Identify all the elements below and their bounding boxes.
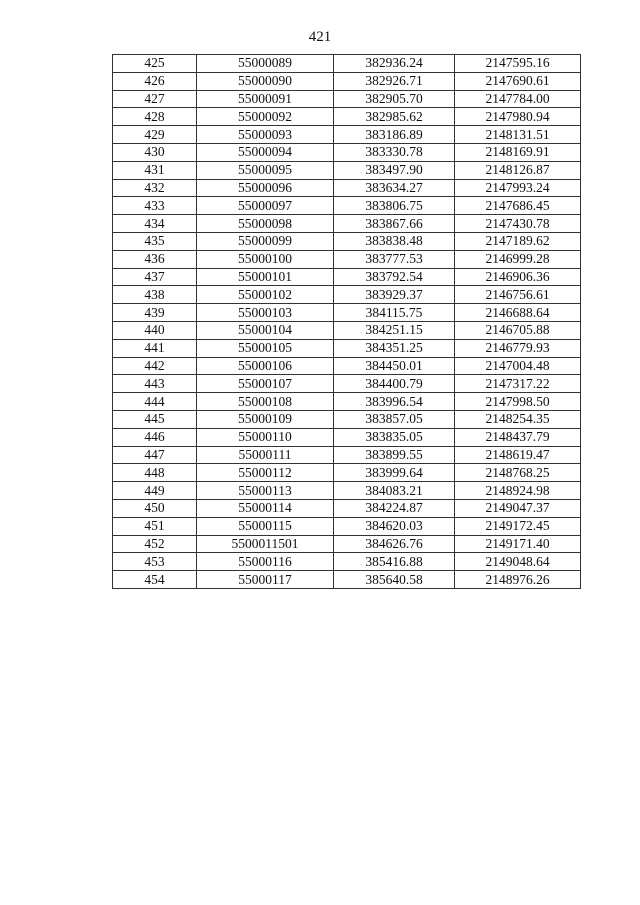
y-coordinate-cell: 2149171.40 — [455, 535, 581, 553]
row-number-cell: 439 — [113, 304, 197, 322]
table-row — [113, 286, 581, 304]
point-id-cell: 55000099 — [197, 232, 334, 250]
y-coordinate-cell: 2147980.94 — [455, 108, 581, 126]
y-coordinate-cell: 2147595.16 — [455, 55, 581, 73]
x-coordinate-cell: 383999.64 — [334, 464, 455, 482]
table-row — [113, 357, 581, 375]
y-coordinate-cell: 2147690.61 — [455, 72, 581, 90]
point-id-cell: 55000092 — [197, 108, 334, 126]
row-number-cell: 451 — [113, 517, 197, 535]
point-id-cell: 55000102 — [197, 286, 334, 304]
point-id-cell: 55000104 — [197, 321, 334, 339]
x-coordinate-cell: 384400.79 — [334, 375, 455, 393]
table-row — [113, 410, 581, 428]
x-coordinate-cell: 384251.15 — [334, 321, 455, 339]
table-row — [113, 553, 581, 571]
row-number-cell: 425 — [113, 55, 197, 73]
row-number-cell: 447 — [113, 446, 197, 464]
table-row — [113, 571, 581, 589]
page-number: 421 — [308, 29, 332, 45]
point-id-cell: 55000100 — [197, 250, 334, 268]
y-coordinate-cell: 2148126.87 — [455, 161, 581, 179]
point-id-cell: 55000110 — [197, 428, 334, 446]
table-row — [113, 232, 581, 250]
y-coordinate-cell: 2147004.48 — [455, 357, 581, 375]
row-number-cell: 454 — [113, 571, 197, 589]
row-number-cell: 452 — [113, 535, 197, 553]
y-coordinate-cell: 2149048.64 — [455, 553, 581, 571]
row-number-cell: 441 — [113, 339, 197, 357]
point-id-cell: 55000108 — [197, 393, 334, 411]
y-coordinate-cell: 2146906.36 — [455, 268, 581, 286]
table-row — [113, 126, 581, 144]
row-number-cell: 426 — [113, 72, 197, 90]
point-id-cell: 55000114 — [197, 499, 334, 517]
row-number-cell: 434 — [113, 215, 197, 233]
x-coordinate-cell: 384620.03 — [334, 517, 455, 535]
y-coordinate-cell: 2147784.00 — [455, 90, 581, 108]
point-id-cell: 55000117 — [197, 571, 334, 589]
table-row — [113, 161, 581, 179]
y-coordinate-cell: 2149172.45 — [455, 517, 581, 535]
point-id-cell: 55000093 — [197, 126, 334, 144]
x-coordinate-cell: 383899.55 — [334, 446, 455, 464]
point-id-cell: 55000116 — [197, 553, 334, 571]
x-coordinate-cell: 382936.24 — [334, 55, 455, 73]
y-coordinate-cell: 2148924.98 — [455, 482, 581, 500]
x-coordinate-cell: 383777.53 — [334, 250, 455, 268]
table-row — [113, 428, 581, 446]
y-coordinate-cell: 2147430.78 — [455, 215, 581, 233]
y-coordinate-cell: 2148976.26 — [455, 571, 581, 589]
point-id-cell: 55000091 — [197, 90, 334, 108]
point-id-cell: 55000097 — [197, 197, 334, 215]
row-number-cell: 432 — [113, 179, 197, 197]
table-row — [113, 535, 581, 553]
table-row — [113, 499, 581, 517]
table-row — [113, 55, 581, 73]
row-number-cell: 450 — [113, 499, 197, 517]
point-id-cell: 55000109 — [197, 410, 334, 428]
x-coordinate-cell: 383497.90 — [334, 161, 455, 179]
row-number-cell: 446 — [113, 428, 197, 446]
point-id-cell: 55000113 — [197, 482, 334, 500]
point-id-cell: 55000106 — [197, 357, 334, 375]
y-coordinate-cell: 2149047.37 — [455, 499, 581, 517]
point-id-cell: 55000089 — [197, 55, 334, 73]
table-body — [113, 55, 581, 589]
y-coordinate-cell: 2148619.47 — [455, 446, 581, 464]
y-coordinate-cell: 2148768.25 — [455, 464, 581, 482]
point-id-cell: 55000094 — [197, 143, 334, 161]
x-coordinate-cell: 382985.62 — [334, 108, 455, 126]
table-row — [113, 446, 581, 464]
row-number-cell: 443 — [113, 375, 197, 393]
table-row — [113, 108, 581, 126]
table-row — [113, 90, 581, 108]
table-row — [113, 375, 581, 393]
x-coordinate-cell: 383806.75 — [334, 197, 455, 215]
x-coordinate-cell: 383634.27 — [334, 179, 455, 197]
row-number-cell: 429 — [113, 126, 197, 144]
y-coordinate-cell: 2146779.93 — [455, 339, 581, 357]
x-coordinate-cell: 383857.05 — [334, 410, 455, 428]
row-number-cell: 448 — [113, 464, 197, 482]
y-coordinate-cell: 2147686.45 — [455, 197, 581, 215]
table-row — [113, 339, 581, 357]
x-coordinate-cell: 383186.89 — [334, 126, 455, 144]
y-coordinate-cell: 2146688.64 — [455, 304, 581, 322]
x-coordinate-cell: 383867.66 — [334, 215, 455, 233]
row-number-cell: 428 — [113, 108, 197, 126]
table-row — [113, 517, 581, 535]
point-id-cell: 55000098 — [197, 215, 334, 233]
table-row — [113, 482, 581, 500]
y-coordinate-cell: 2147189.62 — [455, 232, 581, 250]
y-coordinate-cell: 2147317.22 — [455, 375, 581, 393]
point-id-cell: 55000112 — [197, 464, 334, 482]
x-coordinate-cell: 383835.05 — [334, 428, 455, 446]
point-id-cell: 55000090 — [197, 72, 334, 90]
x-coordinate-cell: 385416.88 — [334, 553, 455, 571]
row-number-cell: 435 — [113, 232, 197, 250]
x-coordinate-cell: 384626.76 — [334, 535, 455, 553]
x-coordinate-cell: 384351.25 — [334, 339, 455, 357]
y-coordinate-cell: 2147993.24 — [455, 179, 581, 197]
table-row — [113, 321, 581, 339]
row-number-cell: 438 — [113, 286, 197, 304]
y-coordinate-cell: 2148131.51 — [455, 126, 581, 144]
y-coordinate-cell: 2146756.61 — [455, 286, 581, 304]
point-id-cell: 5500011501 — [197, 535, 334, 553]
row-number-cell: 431 — [113, 161, 197, 179]
table-row — [113, 143, 581, 161]
row-number-cell: 436 — [113, 250, 197, 268]
x-coordinate-cell: 383838.48 — [334, 232, 455, 250]
x-coordinate-cell: 384083.21 — [334, 482, 455, 500]
row-number-cell: 453 — [113, 553, 197, 571]
row-number-cell: 445 — [113, 410, 197, 428]
y-coordinate-cell: 2146705.88 — [455, 321, 581, 339]
x-coordinate-cell: 383792.54 — [334, 268, 455, 286]
row-number-cell: 449 — [113, 482, 197, 500]
x-coordinate-cell: 383996.54 — [334, 393, 455, 411]
table-row — [113, 72, 581, 90]
table-row — [113, 393, 581, 411]
x-coordinate-cell: 383330.78 — [334, 143, 455, 161]
x-coordinate-cell: 382926.71 — [334, 72, 455, 90]
x-coordinate-cell: 384224.87 — [334, 499, 455, 517]
row-number-cell: 437 — [113, 268, 197, 286]
point-id-cell: 55000111 — [197, 446, 334, 464]
y-coordinate-cell: 2148169.91 — [455, 143, 581, 161]
row-number-cell: 442 — [113, 357, 197, 375]
table-row — [113, 197, 581, 215]
coordinates-table — [112, 54, 581, 589]
x-coordinate-cell: 384450.01 — [334, 357, 455, 375]
x-coordinate-cell: 385640.58 — [334, 571, 455, 589]
row-number-cell: 430 — [113, 143, 197, 161]
table-row — [113, 179, 581, 197]
row-number-cell: 440 — [113, 321, 197, 339]
point-id-cell: 55000115 — [197, 517, 334, 535]
point-id-cell: 55000105 — [197, 339, 334, 357]
row-number-cell: 427 — [113, 90, 197, 108]
point-id-cell: 55000095 — [197, 161, 334, 179]
table-row — [113, 304, 581, 322]
y-coordinate-cell: 2146999.28 — [455, 250, 581, 268]
point-id-cell: 55000096 — [197, 179, 334, 197]
x-coordinate-cell: 384115.75 — [334, 304, 455, 322]
x-coordinate-cell: 382905.70 — [334, 90, 455, 108]
point-id-cell: 55000103 — [197, 304, 334, 322]
table-row — [113, 464, 581, 482]
x-coordinate-cell: 383929.37 — [334, 286, 455, 304]
table-row — [113, 268, 581, 286]
point-id-cell: 55000107 — [197, 375, 334, 393]
table-row — [113, 250, 581, 268]
row-number-cell: 433 — [113, 197, 197, 215]
table-row — [113, 215, 581, 233]
y-coordinate-cell: 2148437.79 — [455, 428, 581, 446]
row-number-cell: 444 — [113, 393, 197, 411]
point-id-cell: 55000101 — [197, 268, 334, 286]
y-coordinate-cell: 2148254.35 — [455, 410, 581, 428]
y-coordinate-cell: 2147998.50 — [455, 393, 581, 411]
